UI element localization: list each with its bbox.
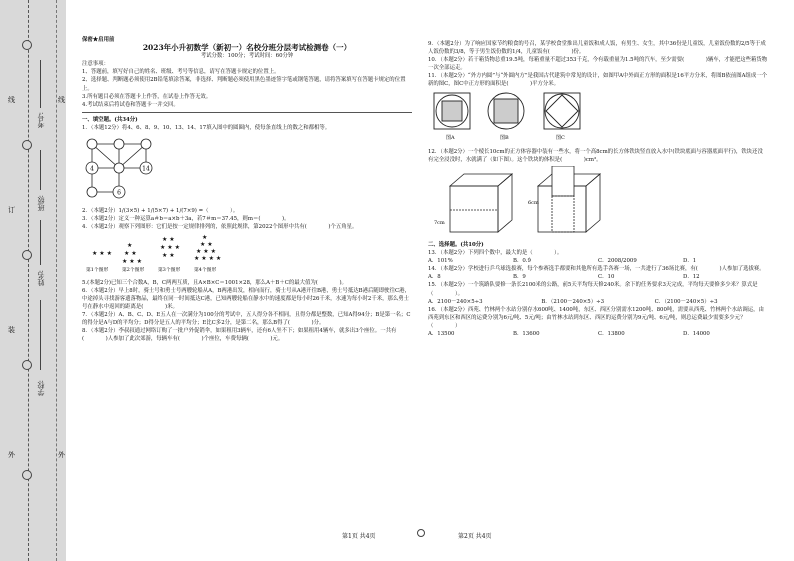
svg-text:★ ★ ★: ★ ★ ★ xyxy=(160,244,180,252)
svg-text:★ ★: ★ ★ xyxy=(200,241,213,249)
question-1: 1．（本题12分）将4、6、8、9、10、13、14、17填入图中的圆圈内，使每条直线上的数之和都相等。 xyxy=(82,124,331,131)
notes-title: 注意事项： xyxy=(82,61,109,68)
binding-hole-icon xyxy=(22,360,32,370)
note-item: 1、答题前，填写好自己的姓名、班级、考号等信息，请写在答题卡规定的位置上。 xyxy=(82,69,280,76)
question-2: 2．（本题2分）1/(3×5) + 1/(5×7) + 1/(7×9) =（ ）。 xyxy=(82,208,239,215)
inner-marker: 线 xyxy=(58,96,65,104)
circle-node: 4 xyxy=(90,165,94,173)
option[interactable]: C．13800 xyxy=(598,330,625,337)
option[interactable]: C．2008/2009 xyxy=(598,258,637,265)
question-9: 9．（本题2分）为了响应国家节约粮食的号召，某学校食堂推出儿童饭和成人饭，有男生、女生，其中36份是儿童饭，儿童饭份数的2/5等于成人饭份数的3/8，等于男生饭份数的1/4，儿童饭有( )份。 xyxy=(428,41,766,56)
svg-text:★ ★ ★: ★ ★ ★ xyxy=(196,248,216,256)
dimension-label: 7cm xyxy=(434,219,445,226)
options-row xyxy=(428,257,768,265)
right-column xyxy=(428,40,768,338)
figure-label: 第1个图形 xyxy=(86,268,109,274)
svg-text:★: ★ xyxy=(202,234,208,242)
question-16: 16．（本题2分）西苑、竹林两个水站分别存水600吨、1400吨，东区、西区分别需水1200吨、800吨，需要从西苑、竹林两个水站调运，由西苑到东区和西区的运费分别为6元/吨、5元/吨；由竹林水站到东区、西区的运费分别为9元/吨、6元/吨，则总运费最少需要多少元？（ ） xyxy=(428,306,764,329)
option[interactable]: B．13600 xyxy=(513,330,540,337)
question-10: 10．（本题2分）若干箱货物总重19.5吨，每箱重量不超过353千克，今有载重量为1.5吨的汽车，至少需要( )辆车，才能把这些箱货物一次全部运走。 xyxy=(428,57,768,72)
id-field-line xyxy=(40,60,41,108)
svg-text:★ ★ ★ ★: ★ ★ ★ ★ xyxy=(194,255,222,263)
binding-marker: 订 xyxy=(8,206,15,214)
figure-label: 图C xyxy=(556,134,565,141)
question-12: 12．（本题2分）一个棱长10cm的正方体容器中装有一些水，将一个高8cm的长方体铁块竖直放入水中(铁块底面与容器底面平行)，铁块还没有完全浸没时，水就满了（如下图）。这个铁块的体积是( )cm³。 xyxy=(428,148,763,163)
inner-marker: 外 xyxy=(58,451,65,459)
option[interactable]: B．（2100－240×5）÷3 xyxy=(541,298,605,305)
question-4: 4．（本题2分）观察下列图形：它们是按一定规律排列的，依照此规律，第2022个图形中共有( )个五角星。 xyxy=(82,224,358,231)
star-pattern-figure xyxy=(82,233,262,273)
binding-hole-icon xyxy=(22,250,32,260)
section-heading: 二、选择题。(共10分) xyxy=(428,241,484,248)
options-row xyxy=(428,273,768,281)
question-7: 7．（本题2分）A、B、C、D、E五人在一次满分为100分的考试中，五人得分各不相同，且得分都是整数，已知A得94分；B是第一名；C的得分是A与D的平均分；D得分是五人的平均分；E比C多2分，是第二名，那么B得了( )分。 xyxy=(82,311,411,326)
svg-text:★ ★: ★ ★ xyxy=(162,236,175,244)
class-field-line xyxy=(40,150,41,190)
page-title: 2023年小升初数学（新初一）名校分班分层考试检测卷（一） xyxy=(142,43,352,53)
option[interactable]: A．2100－240×5÷3 xyxy=(428,298,483,305)
class-field-label: 班级: xyxy=(37,195,45,212)
inner-dashed-line xyxy=(56,0,57,561)
section-heading: 一、填空题。(共34分) xyxy=(82,116,138,123)
svg-text:★ ★ ★: ★ ★ ★ xyxy=(122,258,142,266)
question-13: 13．（本题2分）下列四个数中，最大的是（ ）。 xyxy=(428,250,563,257)
option[interactable]: D．1 xyxy=(683,258,697,265)
option[interactable]: D．14000 xyxy=(683,330,710,337)
binding-hole-icon xyxy=(22,140,32,150)
option[interactable]: B．0.9̇ xyxy=(513,258,531,265)
svg-text:★ ★: ★ ★ xyxy=(162,252,175,260)
binding-marker: 装 xyxy=(8,326,15,334)
name-field-label: 姓名: xyxy=(37,270,45,287)
figure-label: 图B xyxy=(500,134,509,141)
svg-text:★ ★ ★: ★ ★ ★ xyxy=(92,250,112,258)
option[interactable]: A．13500 xyxy=(428,330,455,337)
option[interactable]: A．8 xyxy=(428,274,441,281)
circle-node: 14 xyxy=(142,165,150,173)
svg-text:★ ★: ★ ★ xyxy=(124,250,137,258)
figure-label: 第3个图形 xyxy=(158,268,181,274)
note-item: 2、选择题、判断题必须使用2B铅笔填涂答案，非选择、判断题必须使用黑色墨迹签字笔或钢笔答题，请将答案填写在答题卡规定的位置上。 xyxy=(82,77,406,92)
page-footer-left: 第1页 共4页 xyxy=(342,533,376,540)
question-14: 14．（本题2分）学校进行乒乓球选拔赛，每个参赛选手都要和其他所有选手各赛一场，一共进行了36场比赛，有( )人参加了选拔赛。 xyxy=(428,266,765,273)
cube-figure xyxy=(428,166,628,236)
option[interactable]: A．101% xyxy=(428,258,453,265)
binding-marker: 线 xyxy=(8,96,15,104)
school-field-line xyxy=(40,300,41,370)
question-3: 3．（本题2分）定义一种运算a＃b＝a×b＋3a，若7＃m＝37.45，则m＝( )。 xyxy=(82,216,290,223)
question-8: 8．（本题2分）李叔叔通过网络订购了一批户外促销伞，如果租用3辆车，还有6人坐不下；如果租用4辆车，就多出3个座位。一共有( )人参加了此次郊游，每辆车有( )个座位，车费每辆( )元。 xyxy=(82,328,397,343)
name-field-line xyxy=(40,220,41,265)
square-circle-figure xyxy=(428,91,608,143)
dimension-label: 6cm xyxy=(528,199,539,206)
center-circle-icon xyxy=(417,529,425,537)
svg-text:★: ★ xyxy=(127,242,133,250)
id-field-label: 考号: xyxy=(37,112,45,129)
note-item: 3.所有题目必须在答题卡上作答，在试卷上作答无效。 xyxy=(82,93,212,100)
figure-label: 第2个图形 xyxy=(122,268,145,274)
question-6: 6．（本题2分）早上8时，骑士号和勇士号两艘轮船从A，B两港出发，相向而行，骑士号从A港开往B港，勇士号抵达B港后随即驶往C港，中途掉头寻找游客遗落物品，最终在同一时间抵达C港，已知两艘轮船在静水中的速度都是每小时26千米，水速为每小时2千米，那么勇士号在静水中返回的距离是( )米。 xyxy=(82,287,410,310)
options-row xyxy=(428,330,768,338)
option[interactable]: C．10 xyxy=(598,274,615,281)
binding-hole-icon xyxy=(22,470,32,480)
option[interactable]: D．12 xyxy=(683,274,700,281)
school-field-label: 学校: xyxy=(37,380,45,397)
options-row xyxy=(428,298,768,306)
page-footer-right: 第2页 共4页 xyxy=(458,533,492,540)
figure-label: 第4个图形 xyxy=(194,268,217,274)
circle-grid-figure xyxy=(82,134,172,202)
question-15: 15．（本题2分）一个筑路队要修一条长2100米的公路，前5天平均每天修240米。余下的任务要求3天完成，平均每天要修多少米？算式是（ ）。 xyxy=(428,282,758,297)
note-item: 4.考试结束后将试卷和答题卡一并交回。 xyxy=(82,101,179,108)
question-11: 11．（本题2分）“外方内圆”与“外圆内方”是我国古代建筑中常见的设计，如图甲A中外面正方形的面积是16平方分米，将图B依前图A组成一个新的图C，图C中正方形的面积是( )平方分米。 xyxy=(428,73,768,88)
left-column xyxy=(82,36,412,343)
secret-label: 保密★启用前 xyxy=(82,37,115,43)
option[interactable]: C．（2100－240×5）÷3 xyxy=(654,298,718,305)
option[interactable]: B．9 xyxy=(513,274,526,281)
circle-node: 6 xyxy=(117,189,121,197)
binding-hole-icon xyxy=(22,40,32,50)
question-5: 5.(本题2分)已知三个合数A，B，C两两互质，且A×B×C＝1001×28，那么A＋B＋C的最大值为( )。 xyxy=(82,279,347,286)
binding-marker: 外 xyxy=(8,451,15,459)
figure-label: 图A xyxy=(446,134,455,141)
exam-info: 考试分数：100分；考试时间：60分钟 xyxy=(200,53,294,60)
